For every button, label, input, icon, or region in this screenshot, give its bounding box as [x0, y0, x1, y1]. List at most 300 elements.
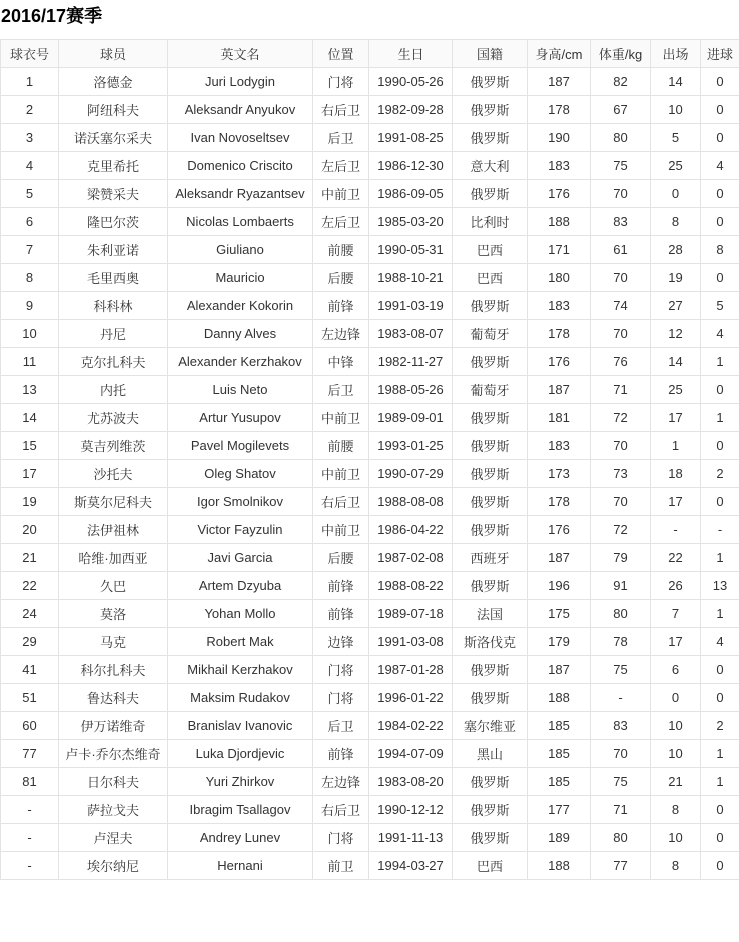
- table-cell-nationality: 比利时: [453, 208, 528, 236]
- table-cell-nationality: 俄罗斯: [453, 348, 528, 376]
- table-cell-weight: 76: [591, 348, 651, 376]
- table-cell-player: 科科林: [59, 292, 168, 320]
- table-cell-jersey: 6: [1, 208, 59, 236]
- table-cell-player: 哈维·加西亚: [59, 544, 168, 572]
- table-cell-birthday: 1983-08-20: [369, 768, 453, 796]
- table-cell-birthday: 1986-04-22: [369, 516, 453, 544]
- table-cell-player: 伊万诺维奇: [59, 712, 168, 740]
- table-cell-height: 178: [528, 96, 591, 124]
- table-cell-goals: 0: [701, 656, 739, 684]
- table-cell-weight: 70: [591, 180, 651, 208]
- table-cell-jersey: 21: [1, 544, 59, 572]
- table-cell-appearances: 14: [651, 68, 701, 96]
- table-cell-player: 诺沃塞尔采夫: [59, 124, 168, 152]
- table-cell-nationality: 俄罗斯: [453, 124, 528, 152]
- table-cell-position: 左后卫: [313, 208, 369, 236]
- table-cell-appearances: 19: [651, 264, 701, 292]
- table-cell-english-name: Nicolas Lombaerts: [168, 208, 313, 236]
- table-cell-height: 177: [528, 796, 591, 824]
- table-cell-birthday: 1991-03-08: [369, 628, 453, 656]
- table-cell-nationality: 葡萄牙: [453, 376, 528, 404]
- table-cell-english-name: Igor Smolnikov: [168, 488, 313, 516]
- table-cell-nationality: 俄罗斯: [453, 488, 528, 516]
- table-cell-goals: 0: [701, 68, 739, 96]
- table-cell-appearances: 8: [651, 208, 701, 236]
- table-cell-birthday: 1988-08-22: [369, 572, 453, 600]
- table-cell-goals: 0: [701, 684, 739, 712]
- table-cell-english-name: Aleksandr Ryazantsev: [168, 180, 313, 208]
- table-cell-birthday: 1982-09-28: [369, 96, 453, 124]
- table-row: [1, 768, 739, 796]
- table-cell-nationality: 俄罗斯: [453, 68, 528, 96]
- table-cell-goals: 0: [701, 208, 739, 236]
- table-cell-position: 后卫: [313, 712, 369, 740]
- table-cell-height: 180: [528, 264, 591, 292]
- table-cell-birthday: 1988-08-08: [369, 488, 453, 516]
- table-row: [1, 796, 739, 824]
- table-body: [1, 68, 739, 880]
- table-cell-appearances: 10: [651, 96, 701, 124]
- table-row: [1, 264, 739, 292]
- table-cell-appearances: 0: [651, 180, 701, 208]
- table-cell-jersey: 7: [1, 236, 59, 264]
- table-cell-birthday: 1987-02-08: [369, 544, 453, 572]
- table-cell-goals: 1: [701, 768, 739, 796]
- table-cell-birthday: 1986-09-05: [369, 180, 453, 208]
- table-cell-appearances: 8: [651, 796, 701, 824]
- table-cell-height: 188: [528, 852, 591, 880]
- table-cell-position: 门将: [313, 824, 369, 852]
- table-cell-nationality: 俄罗斯: [453, 404, 528, 432]
- table-cell-birthday: 1989-09-01: [369, 404, 453, 432]
- table-cell-jersey: 10: [1, 320, 59, 348]
- table-cell-position: 中锋: [313, 348, 369, 376]
- table-cell-player: 莫洛: [59, 600, 168, 628]
- table-cell-height: 176: [528, 348, 591, 376]
- table-cell-player: 丹尼: [59, 320, 168, 348]
- table-cell-position: 后卫: [313, 124, 369, 152]
- table-cell-jersey: 20: [1, 516, 59, 544]
- table-row: [1, 152, 739, 180]
- table-cell-appearances: 25: [651, 152, 701, 180]
- table-cell-jersey: 1: [1, 68, 59, 96]
- table-cell-height: 185: [528, 768, 591, 796]
- table-cell-player: 卢涅夫: [59, 824, 168, 852]
- table-header-row: [1, 40, 739, 68]
- table-cell-english-name: Artur Yusupov: [168, 404, 313, 432]
- table-cell-position: 门将: [313, 684, 369, 712]
- table-cell-english-name: Luis Neto: [168, 376, 313, 404]
- table-cell-appearances: 6: [651, 656, 701, 684]
- table-cell-goals: 0: [701, 264, 739, 292]
- table-cell-nationality: 俄罗斯: [453, 180, 528, 208]
- table-row: [1, 236, 739, 264]
- table-cell-english-name: Alexander Kerzhakov: [168, 348, 313, 376]
- table-cell-english-name: Danny Alves: [168, 320, 313, 348]
- table-cell-birthday: 1988-05-26: [369, 376, 453, 404]
- table-cell-appearances: 12: [651, 320, 701, 348]
- table-cell-player: 尤苏波夫: [59, 404, 168, 432]
- table-row: [1, 488, 739, 516]
- table-cell-english-name: Artem Dzyuba: [168, 572, 313, 600]
- table-cell-jersey: 77: [1, 740, 59, 768]
- table-cell-position: 门将: [313, 656, 369, 684]
- table-cell-goals: 0: [701, 376, 739, 404]
- table-cell-weight: 70: [591, 320, 651, 348]
- table-cell-nationality: 巴西: [453, 852, 528, 880]
- table-cell-english-name: Domenico Criscito: [168, 152, 313, 180]
- table-cell-jersey: 2: [1, 96, 59, 124]
- table-cell-nationality: 俄罗斯: [453, 656, 528, 684]
- table-cell-player: 沙托夫: [59, 460, 168, 488]
- table-cell-height: 173: [528, 460, 591, 488]
- table-cell-weight: 77: [591, 852, 651, 880]
- table-cell-player: 斯莫尔尼科夫: [59, 488, 168, 516]
- table-row: [1, 180, 739, 208]
- table-cell-position: 前锋: [313, 600, 369, 628]
- table-cell-appearances: 10: [651, 712, 701, 740]
- table-cell-goals: -: [701, 516, 739, 544]
- table-cell-goals: 0: [701, 488, 739, 516]
- table-cell-goals: 1: [701, 404, 739, 432]
- table-row: [1, 96, 739, 124]
- column-header-0: 球衣号: [1, 40, 59, 68]
- table-row: [1, 628, 739, 656]
- table-cell-nationality: 俄罗斯: [453, 292, 528, 320]
- table-cell-position: 后腰: [313, 544, 369, 572]
- column-header-6: 身高/cm: [528, 40, 591, 68]
- table-cell-english-name: Branislav Ivanovic: [168, 712, 313, 740]
- table-cell-nationality: 俄罗斯: [453, 768, 528, 796]
- table-cell-position: 右后卫: [313, 796, 369, 824]
- table-cell-english-name: Yuri Zhirkov: [168, 768, 313, 796]
- page: [0, 6, 739, 942]
- table-cell-english-name: Maksim Rudakov: [168, 684, 313, 712]
- table-cell-appearances: 0: [651, 684, 701, 712]
- table-cell-goals: 1: [701, 600, 739, 628]
- table-cell-player: 朱利亚诺: [59, 236, 168, 264]
- table-cell-position: 前腰: [313, 432, 369, 460]
- table-cell-weight: 70: [591, 740, 651, 768]
- table-row: [1, 684, 739, 712]
- table-cell-jersey: 5: [1, 180, 59, 208]
- table-cell-position: 后腰: [313, 264, 369, 292]
- table-cell-goals: 0: [701, 824, 739, 852]
- table-cell-weight: 82: [591, 68, 651, 96]
- table-row: [1, 572, 739, 600]
- table-cell-weight: 80: [591, 600, 651, 628]
- table-cell-birthday: 1988-10-21: [369, 264, 453, 292]
- table-cell-position: 中前卫: [313, 404, 369, 432]
- table-row: [1, 516, 739, 544]
- table-cell-goals: 1: [701, 544, 739, 572]
- table-cell-birthday: 1990-05-31: [369, 236, 453, 264]
- table-cell-weight: 71: [591, 376, 651, 404]
- table-row: [1, 740, 739, 768]
- table-cell-player: 梁赞采夫: [59, 180, 168, 208]
- table-cell-jersey: 9: [1, 292, 59, 320]
- table-cell-position: 中前卫: [313, 460, 369, 488]
- table-cell-nationality: 巴西: [453, 236, 528, 264]
- table-cell-position: 门将: [313, 68, 369, 96]
- table-cell-player: 洛德金: [59, 68, 168, 96]
- table-cell-goals: 4: [701, 628, 739, 656]
- table-cell-weight: 91: [591, 572, 651, 600]
- table-cell-height: 176: [528, 516, 591, 544]
- table-cell-weight: 74: [591, 292, 651, 320]
- table-cell-english-name: Victor Fayzulin: [168, 516, 313, 544]
- table-cell-appearances: 17: [651, 404, 701, 432]
- table-cell-player: 萨拉戈夫: [59, 796, 168, 824]
- table-cell-player: 卢卡·乔尔杰维奇: [59, 740, 168, 768]
- column-header-8: 出场: [651, 40, 701, 68]
- table-cell-jersey: 29: [1, 628, 59, 656]
- table-cell-player: 克尔扎科夫: [59, 348, 168, 376]
- table-cell-english-name: Aleksandr Anyukov: [168, 96, 313, 124]
- table-cell-nationality: 俄罗斯: [453, 460, 528, 488]
- table-row: [1, 460, 739, 488]
- table-cell-goals: 8: [701, 236, 739, 264]
- table-cell-goals: 1: [701, 348, 739, 376]
- table-cell-height: 175: [528, 600, 591, 628]
- table-row: [1, 68, 739, 96]
- table-cell-english-name: Oleg Shatov: [168, 460, 313, 488]
- table-cell-height: 189: [528, 824, 591, 852]
- table-row: [1, 852, 739, 880]
- table-cell-jersey: 22: [1, 572, 59, 600]
- table-row: [1, 292, 739, 320]
- table-cell-position: 右后卫: [313, 488, 369, 516]
- table-cell-player: 埃尔纳尼: [59, 852, 168, 880]
- table-cell-weight: 80: [591, 824, 651, 852]
- table-cell-height: 171: [528, 236, 591, 264]
- table-cell-position: 中前卫: [313, 180, 369, 208]
- table-cell-position: 左边锋: [313, 768, 369, 796]
- table-cell-height: 187: [528, 376, 591, 404]
- table-cell-birthday: 1984-02-22: [369, 712, 453, 740]
- table-cell-weight: 75: [591, 656, 651, 684]
- table-cell-weight: 73: [591, 460, 651, 488]
- table-row: [1, 208, 739, 236]
- table-cell-player: 莫吉列维茨: [59, 432, 168, 460]
- table-cell-weight: -: [591, 684, 651, 712]
- table-cell-birthday: 1983-08-07: [369, 320, 453, 348]
- table-cell-goals: 0: [701, 432, 739, 460]
- table-cell-height: 185: [528, 712, 591, 740]
- table-cell-nationality: 黑山: [453, 740, 528, 768]
- table-cell-height: 179: [528, 628, 591, 656]
- column-header-1: 球员: [59, 40, 168, 68]
- table-cell-goals: 4: [701, 152, 739, 180]
- table-cell-goals: 2: [701, 460, 739, 488]
- table-cell-english-name: Mauricio: [168, 264, 313, 292]
- table-cell-nationality: 俄罗斯: [453, 96, 528, 124]
- table-cell-birthday: 1991-08-25: [369, 124, 453, 152]
- table-cell-player: 隆巴尔茨: [59, 208, 168, 236]
- table-row: [1, 348, 739, 376]
- table-cell-goals: 0: [701, 124, 739, 152]
- table-cell-english-name: Javi Garcia: [168, 544, 313, 572]
- table-cell-position: 边锋: [313, 628, 369, 656]
- table-cell-jersey: 51: [1, 684, 59, 712]
- table-cell-weight: 70: [591, 264, 651, 292]
- table-row: [1, 404, 739, 432]
- page-title: 2016/17赛季: [1, 6, 739, 27]
- table-cell-appearances: 10: [651, 740, 701, 768]
- table-cell-goals: 2: [701, 712, 739, 740]
- table-cell-weight: 79: [591, 544, 651, 572]
- table-cell-birthday: 1993-01-25: [369, 432, 453, 460]
- table-cell-birthday: 1985-03-20: [369, 208, 453, 236]
- table-cell-height: 187: [528, 544, 591, 572]
- table-cell-birthday: 1990-12-12: [369, 796, 453, 824]
- table-cell-weight: 83: [591, 208, 651, 236]
- table-cell-weight: 80: [591, 124, 651, 152]
- table-cell-appearances: 10: [651, 824, 701, 852]
- column-header-5: 国籍: [453, 40, 528, 68]
- table-cell-nationality: 巴西: [453, 264, 528, 292]
- column-header-9: 进球: [701, 40, 739, 68]
- table-cell-jersey: -: [1, 796, 59, 824]
- table-cell-position: 后卫: [313, 376, 369, 404]
- players-table: [0, 39, 739, 880]
- table-cell-height: 188: [528, 684, 591, 712]
- table-cell-goals: 0: [701, 796, 739, 824]
- table-cell-appearances: 14: [651, 348, 701, 376]
- table-cell-height: 183: [528, 292, 591, 320]
- table-cell-english-name: Yohan Mollo: [168, 600, 313, 628]
- column-header-3: 位置: [313, 40, 369, 68]
- table-cell-weight: 61: [591, 236, 651, 264]
- table-cell-english-name: Pavel Mogilevets: [168, 432, 313, 460]
- table-cell-appearances: 28: [651, 236, 701, 264]
- table-cell-appearances: 25: [651, 376, 701, 404]
- table-cell-birthday: 1990-07-29: [369, 460, 453, 488]
- table-cell-goals: 13: [701, 572, 739, 600]
- table-cell-goals: 1: [701, 740, 739, 768]
- table-cell-goals: 4: [701, 320, 739, 348]
- table-cell-english-name: Andrey Lunev: [168, 824, 313, 852]
- table-cell-english-name: Mikhail Kerzhakov: [168, 656, 313, 684]
- table-cell-weight: 78: [591, 628, 651, 656]
- table-cell-jersey: 14: [1, 404, 59, 432]
- table-cell-weight: 70: [591, 432, 651, 460]
- table-cell-jersey: 41: [1, 656, 59, 684]
- table-cell-position: 右后卫: [313, 96, 369, 124]
- table-cell-english-name: Alexander Kokorin: [168, 292, 313, 320]
- table-cell-height: 183: [528, 432, 591, 460]
- table-cell-player: 毛里西奥: [59, 264, 168, 292]
- table-cell-nationality: 塞尔维亚: [453, 712, 528, 740]
- table-cell-birthday: 1994-07-09: [369, 740, 453, 768]
- table-cell-jersey: -: [1, 852, 59, 880]
- table-cell-position: 左边锋: [313, 320, 369, 348]
- table-cell-weight: 72: [591, 516, 651, 544]
- table-cell-height: 183: [528, 152, 591, 180]
- table-cell-nationality: 俄罗斯: [453, 432, 528, 460]
- table-cell-player: 法伊祖林: [59, 516, 168, 544]
- table-cell-player: 鲁达科夫: [59, 684, 168, 712]
- column-header-7: 体重/kg: [591, 40, 651, 68]
- table-cell-english-name: Robert Mak: [168, 628, 313, 656]
- table-cell-player: 克里希托: [59, 152, 168, 180]
- table-cell-weight: 67: [591, 96, 651, 124]
- table-row: [1, 824, 739, 852]
- table-row: [1, 544, 739, 572]
- table-cell-weight: 75: [591, 768, 651, 796]
- table-row: [1, 432, 739, 460]
- table-cell-jersey: 4: [1, 152, 59, 180]
- table-cell-jersey: 15: [1, 432, 59, 460]
- table-cell-position: 前锋: [313, 740, 369, 768]
- table-cell-nationality: 俄罗斯: [453, 684, 528, 712]
- table-cell-appearances: 18: [651, 460, 701, 488]
- table-cell-position: 前腰: [313, 236, 369, 264]
- table-cell-player: 马克: [59, 628, 168, 656]
- table-cell-english-name: Juri Lodygin: [168, 68, 313, 96]
- table-cell-appearances: 17: [651, 628, 701, 656]
- table-cell-english-name: Hernani: [168, 852, 313, 880]
- table-row: [1, 656, 739, 684]
- table-cell-nationality: 法国: [453, 600, 528, 628]
- table-cell-nationality: 俄罗斯: [453, 516, 528, 544]
- table-cell-player: 日尔科夫: [59, 768, 168, 796]
- table-row: [1, 712, 739, 740]
- table-row: [1, 320, 739, 348]
- table-cell-english-name: Ivan Novoseltsev: [168, 124, 313, 152]
- table-row: [1, 376, 739, 404]
- table-cell-height: 181: [528, 404, 591, 432]
- table-cell-nationality: 葡萄牙: [453, 320, 528, 348]
- table-cell-jersey: 13: [1, 376, 59, 404]
- table-cell-appearances: 22: [651, 544, 701, 572]
- column-header-2: 英文名: [168, 40, 313, 68]
- table-cell-appearances: 27: [651, 292, 701, 320]
- table-cell-weight: 71: [591, 796, 651, 824]
- table-cell-height: 188: [528, 208, 591, 236]
- table-cell-english-name: Ibragim Tsallagov: [168, 796, 313, 824]
- table-cell-jersey: 17: [1, 460, 59, 488]
- table-cell-nationality: 意大利: [453, 152, 528, 180]
- table-cell-player: 科尔扎科夫: [59, 656, 168, 684]
- table-cell-position: 前卫: [313, 852, 369, 880]
- table-cell-birthday: 1989-07-18: [369, 600, 453, 628]
- table-cell-height: 196: [528, 572, 591, 600]
- table-cell-birthday: 1991-11-13: [369, 824, 453, 852]
- table-cell-birthday: 1991-03-19: [369, 292, 453, 320]
- table-cell-birthday: 1996-01-22: [369, 684, 453, 712]
- column-header-4: 生日: [369, 40, 453, 68]
- table-cell-jersey: 11: [1, 348, 59, 376]
- table-cell-appearances: 17: [651, 488, 701, 516]
- table-cell-nationality: 西班牙: [453, 544, 528, 572]
- table-cell-birthday: 1982-11-27: [369, 348, 453, 376]
- table-row: [1, 600, 739, 628]
- table-cell-player: 内托: [59, 376, 168, 404]
- table-cell-english-name: Giuliano: [168, 236, 313, 264]
- table-cell-jersey: 8: [1, 264, 59, 292]
- table-cell-goals: 0: [701, 852, 739, 880]
- table-cell-birthday: 1987-01-28: [369, 656, 453, 684]
- table-cell-weight: 83: [591, 712, 651, 740]
- table-cell-nationality: 俄罗斯: [453, 824, 528, 852]
- table-cell-height: 176: [528, 180, 591, 208]
- table-cell-appearances: 21: [651, 768, 701, 796]
- table-cell-goals: 0: [701, 180, 739, 208]
- table-cell-height: 185: [528, 740, 591, 768]
- table-cell-height: 187: [528, 68, 591, 96]
- table-cell-english-name: Luka Djordjevic: [168, 740, 313, 768]
